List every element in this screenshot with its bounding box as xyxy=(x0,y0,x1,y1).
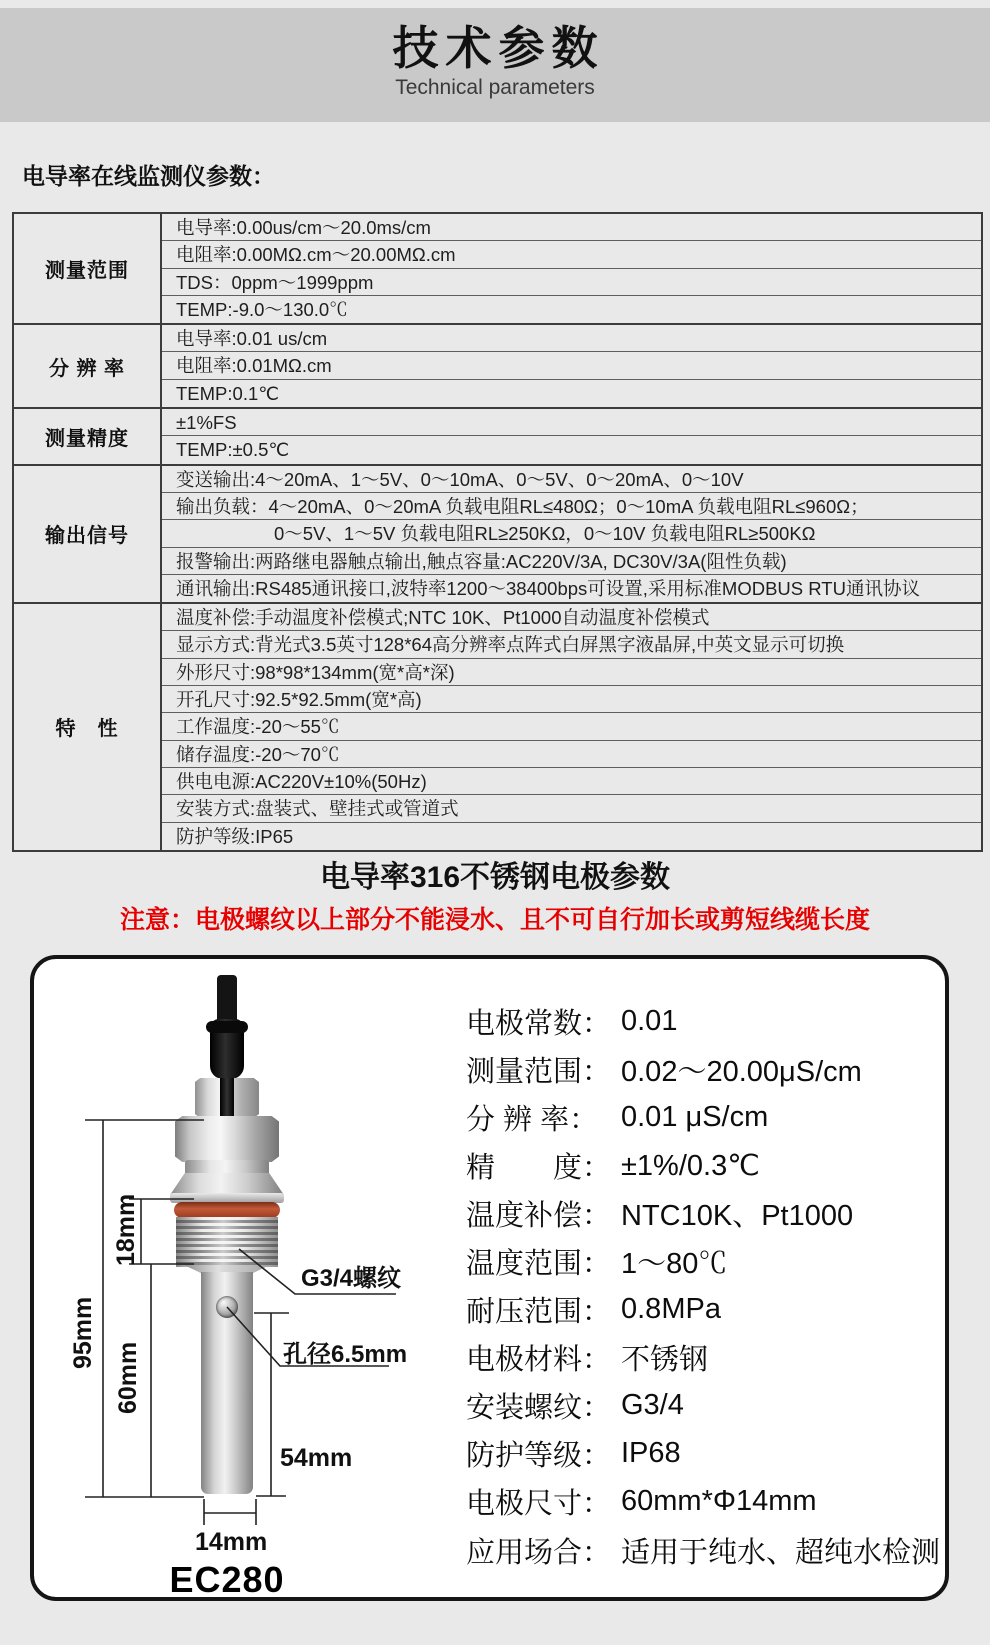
spec-row xyxy=(466,1334,936,1382)
spec-label: 电极常数： xyxy=(466,1007,612,1040)
electrode-spec-list xyxy=(466,997,941,1574)
table-row: TEMP:-9.0～130.0℃ xyxy=(176,298,348,320)
spec-value: ±1%/0.3℃ xyxy=(621,1149,760,1182)
spec-label: 电极材料： xyxy=(466,1344,612,1377)
meter-params-table xyxy=(12,212,983,852)
page-subtitle: Technical parameters xyxy=(395,76,595,99)
spec-row xyxy=(466,1237,936,1285)
spec-value: NTC10K、Pt1000 xyxy=(621,1199,854,1232)
shaft-hole xyxy=(216,1296,238,1318)
spec-row xyxy=(466,1093,936,1141)
spec-label: 温度范围： xyxy=(466,1248,612,1281)
flare-cone xyxy=(170,1173,284,1195)
spec-label: 安装螺纹： xyxy=(466,1392,612,1425)
table-row: 安装方式:盘装式、壁挂式或管道式 xyxy=(162,795,981,822)
table-row: 0～5V、1～5V 负载电阻RL≥250KΩ，0～10V 负载电阻RL≥500KΩ xyxy=(162,520,981,547)
model-number: EC280 xyxy=(169,1559,285,1600)
cable-through-gland xyxy=(220,1078,234,1116)
electrode-warning-note: 注意：电极螺纹以上部分不能浸水、且不可自行加长或剪短线缆长度 xyxy=(119,906,870,934)
group-label: 测量精度 xyxy=(14,409,162,464)
spec-row xyxy=(466,1430,936,1478)
spec-label: 应用场合： xyxy=(466,1536,612,1569)
table-row: 储存温度:-20～70℃ xyxy=(162,741,981,768)
thread-callout: G3/4螺纹 xyxy=(301,1265,402,1292)
dim-95mm: 95mm xyxy=(69,1296,97,1369)
spec-value: 不锈钢 xyxy=(621,1344,709,1377)
table-row: 变送输出:4～20mA、1～5V、0～10mA、0～5V、0～20mA、0～10V xyxy=(162,466,981,493)
table-row: 显示方式:背光式3.5英寸128*64高分辨率点阵式白屏黑字液晶屏,中英文显示可切换 xyxy=(162,631,981,658)
spec-label: 温度补偿： xyxy=(466,1199,612,1232)
spec-row xyxy=(466,997,936,1045)
table-row: 报警输出:两路继电器触点输出,触点容量:AC220V/3A, DC30V/3A(阻性负载) xyxy=(162,548,981,575)
dim-18mm: 18mm xyxy=(112,1193,140,1266)
table-row: 电导率:0.01 us/cm xyxy=(162,325,981,352)
table-group-output-signal xyxy=(14,466,981,604)
table-group-measure-range xyxy=(14,214,981,325)
hex-nut xyxy=(175,1116,279,1162)
cable-strain-relief xyxy=(210,1019,244,1079)
hole-callout: 孔径6.5mm xyxy=(283,1341,408,1368)
electrode-params-heading: 电导率316不锈钢电极参数 xyxy=(319,861,671,894)
table-row: 温度补偿:手动温度补偿模式;NTC 10K、Pt1000自动温度补偿模式 xyxy=(162,604,981,631)
dim-14mm: 14mm xyxy=(195,1528,268,1556)
spec-value: G3/4 xyxy=(621,1389,684,1422)
spec-label: 耐压范围： xyxy=(466,1296,612,1329)
group-label: 特 性 xyxy=(14,604,162,850)
table-row: ±1%FS xyxy=(162,409,981,436)
spec-row xyxy=(466,1045,936,1093)
electrode-panel xyxy=(30,955,949,1601)
table-row: 输出负载：4～20mA、0～20mA 负载电阻RL≤480Ω；0～10mA 负载电阻RL≤960Ω； xyxy=(162,493,981,520)
group-label: 分 辨 率 xyxy=(14,325,162,407)
table-row: 外形尺寸:98*98*134mm(宽*高*深) xyxy=(162,659,981,686)
electrode-diagram xyxy=(34,959,454,1599)
table-row: TDS：0ppm～1999ppm xyxy=(162,269,981,296)
spec-value: 0.01 μS/cm xyxy=(621,1100,769,1133)
table-group-features xyxy=(14,604,981,850)
spec-row xyxy=(466,1526,941,1574)
table-row: 电导率:0.00us/cm～20.0ms/cm xyxy=(162,214,981,241)
spec-value: 60mm*Φ14mm xyxy=(621,1485,817,1518)
table-row: 开孔尺寸:92.5*92.5mm(宽*高) xyxy=(162,686,981,713)
table-row: 供电电源:AC220V±10%(50Hz) xyxy=(162,768,981,795)
spec-row xyxy=(466,1189,936,1237)
table-row: 防护等级:IP65 xyxy=(176,825,294,847)
meter-params-heading: 电导率在线监测仪参数： xyxy=(22,163,275,189)
spec-value: 适用于纯水、超纯水检测 xyxy=(621,1536,941,1569)
table-group-accuracy xyxy=(14,409,981,466)
spec-label: 分 辨 率： xyxy=(466,1103,599,1136)
spec-value: 0.8MPa xyxy=(621,1293,721,1326)
collar xyxy=(185,1160,269,1175)
group-label: 输出信号 xyxy=(14,466,162,602)
table-row: 电阻率:0.00MΩ.cm～20.00MΩ.cm xyxy=(162,241,981,268)
spec-label: 测量范围： xyxy=(466,1055,612,1088)
spec-row xyxy=(466,1382,936,1430)
table-row: TEMP:±0.5℃ xyxy=(176,439,290,461)
table-row: TEMP:0.1℃ xyxy=(176,382,280,404)
table-row: 工作温度:-20～55℃ xyxy=(162,713,981,740)
table-row: 电阻率:0.01MΩ.cm xyxy=(162,352,981,379)
spec-value: 0.02～20.00μS/cm xyxy=(621,1055,862,1088)
dim-54mm: 54mm xyxy=(280,1444,353,1472)
group-label: 测量范围 xyxy=(14,214,162,323)
o-ring xyxy=(174,1202,280,1218)
spec-label: 电极尺寸： xyxy=(466,1488,612,1521)
spec-value: 0.01 xyxy=(621,1004,678,1037)
spec-value: IP68 xyxy=(621,1437,681,1470)
spec-row xyxy=(466,1286,936,1334)
spec-label: 精 度： xyxy=(466,1151,612,1184)
spec-row xyxy=(466,1478,936,1526)
spec-value: 1～80℃ xyxy=(621,1248,728,1281)
header-banner xyxy=(0,8,990,122)
table-row: 通讯输出:RS485通讯接口,波特率1200～38400bps可设置,采用标准MODBUS RTU通讯协议 xyxy=(176,577,920,599)
dim-60mm: 60mm xyxy=(114,1341,142,1414)
spec-row xyxy=(466,1141,936,1189)
table-group-resolution xyxy=(14,325,981,409)
g34-thread-section xyxy=(176,1217,278,1267)
page-title: 技术参数 xyxy=(392,22,605,74)
spec-label: 防护等级： xyxy=(466,1440,612,1473)
